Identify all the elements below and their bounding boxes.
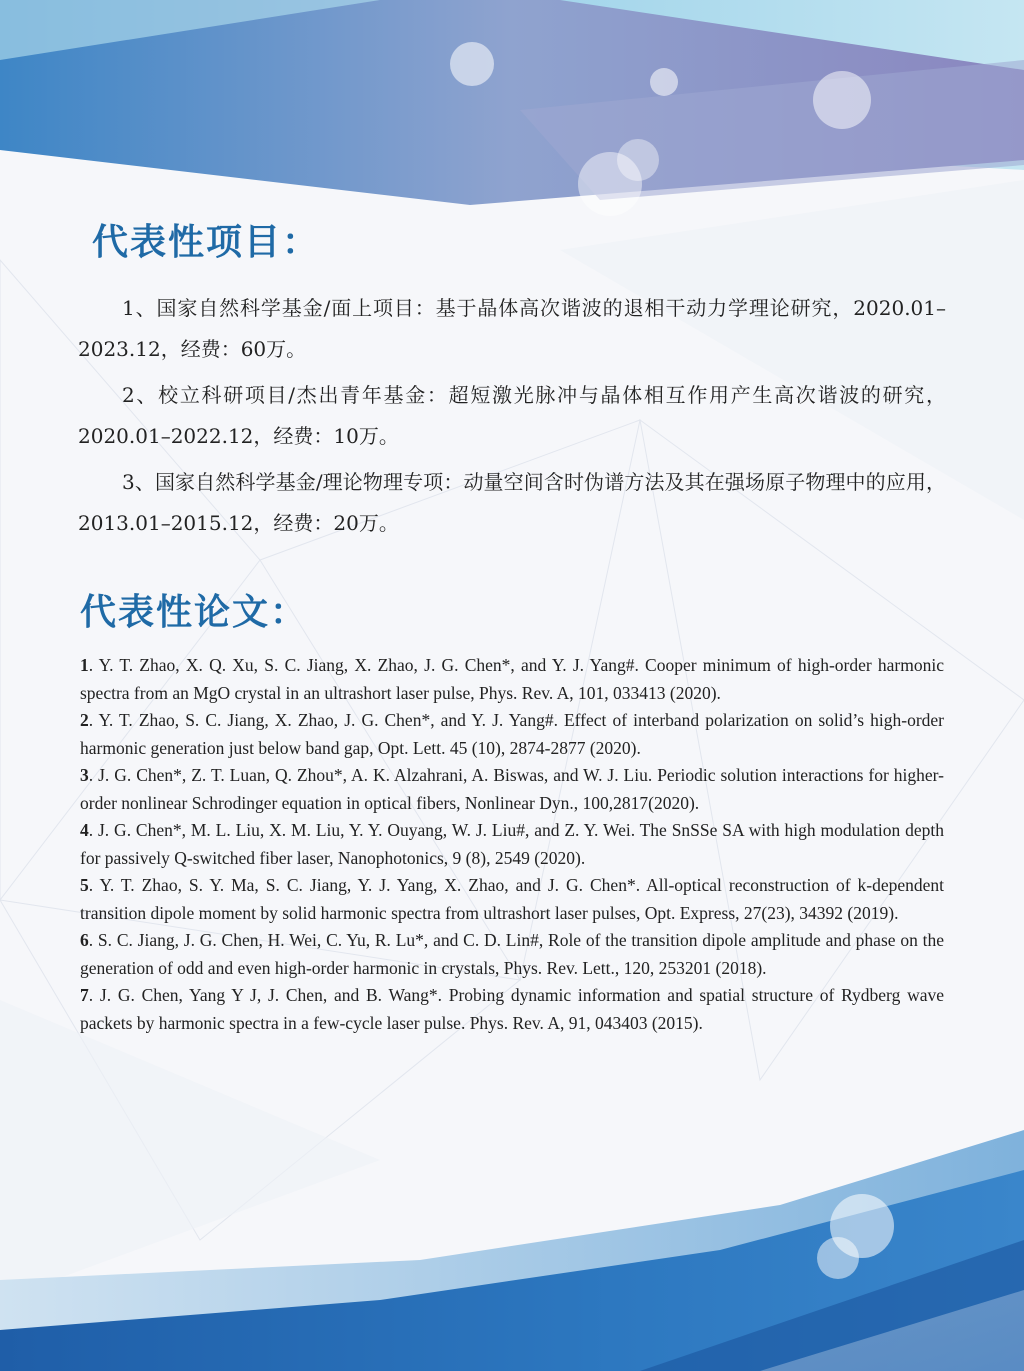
paper-citation: . Y. T. Zhao, S. C. Jiang, X. Zhao, J. G. Chen*, and Y. J. Yang#. Effect of interband polarization on solid’s high-order harmonic generation just below band gap, Opt. Lett. 45 (10), 2874-2877 (2020). (80, 710, 944, 758)
paper-citation: . Y. T. Zhao, S. Y. Ma, S. C. Jiang, Y. J. Yang, X. Zhao, and J. G. Chen*. All-optical reconstruction of k-dependent transition dipole moment by solid harmonic spectra from ultrashort laser pulses, Opt. Express, 27(23), 34392 (2019). (80, 875, 944, 923)
paper-citation: . Y. T. Zhao, X. Q. Xu, S. C. Jiang, X. Zhao, J. G. Chen*, and Y. J. Yang#. Cooper minimum of high-order harmonic spectra from an MgO crystal in an ultrashort laser pulse, Phys. Rev. A, 101, 033413 (2020). (80, 655, 944, 703)
project-item: 3、国家自然科学基金/理论物理专项：动量空间含时伪谱方法及其在强场原子物理中的应用，2013.01–2015.12，经费：20万。 (78, 470, 946, 535)
paper-number: 3 (80, 765, 89, 785)
paper-citation: . S. C. Jiang, J. G. Chen, H. Wei, C. Yu, R. Lu*, and C. D. Lin#, Role of the transition dipole amplitude and phase on the generation of odd and even high-order harmonic in crystals, Phys. Rev. Lett., 120, 253201 (2018). (80, 930, 944, 978)
project-item: 2、校立科研项目/杰出青年基金：超短激光脉冲与晶体相互作用产生高次谐波的研究，2020.01–2022.12，经费：10万。 (78, 383, 946, 448)
projects-list (78, 288, 946, 549)
paper-number: 5 (80, 875, 89, 895)
papers-section-title: 代表性论文： (80, 591, 309, 633)
paper-citation: . J. G. Chen, Yang Y J, J. Chen, and B. Wang*. Probing dynamic information and spatial structure of Rydberg wave packets by harmonic spectra in a few-cycle laser pulse. Phys. Rev. A, 91, 043403 (2015). (80, 985, 944, 1033)
project-item: 1、国家自然科学基金/面上项目：基于晶体高次谐波的退相干动力学理论研究，2020.01–2023.12，经费：60万。 (78, 296, 946, 361)
paper-item (80, 982, 944, 1037)
paper-item (80, 872, 944, 927)
paper-number: 7 (80, 985, 89, 1005)
paper-item (80, 927, 944, 982)
paper-number: 4 (80, 820, 89, 840)
paper-item (80, 707, 944, 762)
paper-item (80, 652, 944, 707)
paper-item (80, 762, 944, 817)
paper-number: 1 (80, 655, 89, 675)
papers-list (80, 652, 944, 1037)
projects-section-title: 代表性项目： (92, 221, 321, 263)
paper-citation: . J. G. Chen*, Z. T. Luan, Q. Zhou*, A. K. Alzahrani, A. Biswas, and W. J. Liu. Periodic solution interactions for higher-order nonlinear Schrodinger equation in optical fibers, Nonlinear Dyn., 100,2817(2020). (80, 765, 944, 813)
paper-citation: . J. G. Chen*, M. L. Liu, X. M. Liu, Y. Y. Ouyang, W. J. Liu#, and Z. Y. Wei. The SnSSe SA with high modulation depth for passively Q-switched fiber laser, Nanophotonics, 9 (8), 2549 (2020). (80, 820, 944, 868)
paper-number: 2 (80, 710, 89, 730)
paper-item (80, 817, 944, 872)
paper-number: 6 (80, 930, 89, 950)
